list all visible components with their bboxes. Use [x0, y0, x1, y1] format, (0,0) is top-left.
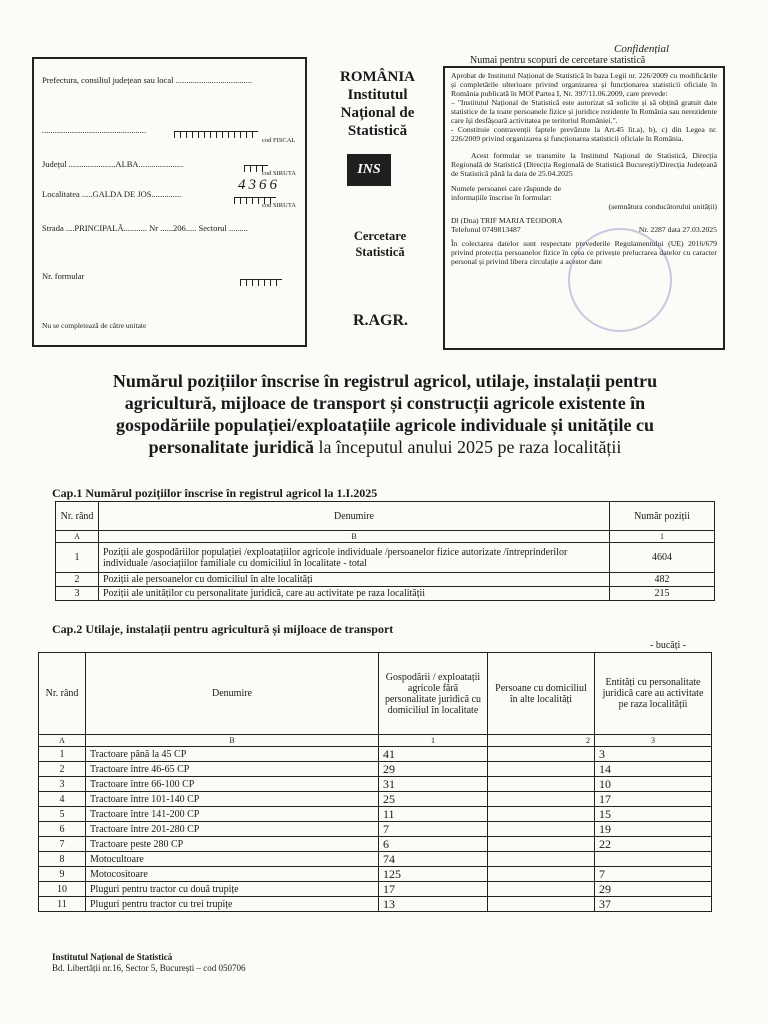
localitate-field: Localitatea .....GALDA DE JOS..............: [42, 189, 182, 199]
cap2-index-3: 3: [595, 735, 712, 747]
confidential-label: Confidențial: [614, 43, 669, 55]
cap1-row-nr: 2: [56, 573, 99, 587]
romania-label: ROMÂNIA: [340, 69, 415, 85]
cap2-cell-c3: 29: [595, 882, 712, 897]
table-row: [39, 822, 712, 837]
cap1-header-nr: Nr. rând: [56, 502, 99, 531]
title-line4-rest: la începutul anului 2025 pe raza localității: [314, 437, 622, 457]
fiscal-dots: .................................................: [42, 125, 147, 135]
table-row: [39, 792, 712, 807]
localitate-siruta-caption: cod SIRUTA: [262, 202, 296, 209]
cap2-header-den: Denumire: [86, 653, 379, 735]
judet-code-boxes: [244, 159, 268, 166]
form-code: R.AGR.: [352, 312, 409, 329]
cap1-row-den: Poziții ale persoanelor cu domiciliul în alte localități: [99, 573, 610, 587]
unit-label: - bucăți -: [650, 640, 687, 651]
table-row: [39, 897, 712, 912]
signature-caption: (semnătura conducătorului unității): [608, 202, 717, 211]
cap2-cell-c2: [488, 897, 595, 912]
fiscal-code-boxes: [174, 125, 258, 132]
cap2-cell-c2: [488, 777, 595, 792]
cap2-heading: Cap.2 Utilaje, instalații pentru agricultură și mijloace de transport: [52, 622, 394, 636]
ins-logo: INS: [347, 154, 391, 186]
table-row: [39, 807, 712, 822]
table-row: [39, 837, 712, 852]
cap2-cell-c3: 7: [595, 867, 712, 882]
cap2-cell-nr: 8: [39, 852, 86, 867]
cap2-cell-den: Motocositoare: [86, 867, 379, 882]
cap2-cell-c1: 41: [379, 747, 488, 762]
cap2-cell-c3: 3: [595, 747, 712, 762]
cap2-cell-den: Tractoare peste 280 CP: [86, 837, 379, 852]
cap2-cell-den: Tractoare între 101-140 CP: [86, 792, 379, 807]
page-title: [45, 370, 725, 458]
footer-address: Bd. Libertății nr.16, Sector 5, București – cod 050706: [52, 963, 246, 973]
cap2-cell-c3: 22: [595, 837, 712, 852]
cap2-cell-c1: 31: [379, 777, 488, 792]
cap2-cell-nr: 6: [39, 822, 86, 837]
gdpr-notice: În colectarea datelor sunt respectate prevederile Regulamentului (UE) 2016/679 privind protecția persoanelor fizice în ceea ce privește prelucrarea datelor cu caracter personal și privind libera circulație a acestor date: [451, 239, 717, 266]
formular-boxes: [240, 273, 282, 280]
cap2-cell-c1: 17: [379, 882, 488, 897]
legal-p1: Aprobat de Institutul Național de Statistică în baza Legii nr. 226/2009 cu modificările și completările ulterioare privind organizarea și funcționarea statisticii oficiale în România publicată în MOf Partea I, Nr. 397/11.06.2009, care prevede:: [451, 71, 717, 98]
localitate-code-boxes: [234, 191, 276, 198]
cap2-cell-c1: 6: [379, 837, 488, 852]
cap2-cell-den: Tractoare între 46-65 CP: [86, 762, 379, 777]
cap2-cell-c3: 17: [595, 792, 712, 807]
legal-p3: - Constituie contravenții faptele prevăzute la Art.45 lit.a), b), c) din Legea nr. 226/2009 privind organizarea și funcționarea statisticii oficiale în România.: [451, 125, 717, 143]
cap2-cell-den: Motocultoare: [86, 852, 379, 867]
cap1-row-val: 4604: [610, 543, 715, 573]
cap1-row-den: Poziții ale unităților cu personalitate juridică, care au activitate pe raza localității: [99, 587, 610, 601]
fiscal-code-caption: cod FISCAL: [262, 137, 296, 144]
cap1-table: [55, 501, 715, 601]
table-row: [39, 852, 712, 867]
cap2-cell-c3: 14: [595, 762, 712, 777]
cap2-index-b: B: [86, 735, 379, 747]
cap2-cell-nr: 3: [39, 777, 86, 792]
footer-institute: Institutul Național de Statistică: [52, 952, 173, 962]
cap2-cell-c1: 13: [379, 897, 488, 912]
legal-p2: – "Institutul Național de Statistică este autorizat să solicite și să obțină gratuit date statistice de la toate persoanele fizice și juridice rezidente în România sau nerezidente care își desfășoară activitatea pe teritoriul României.".: [451, 98, 717, 125]
siruta-value: 4366: [238, 177, 280, 193]
cap2-cell-c1: 7: [379, 822, 488, 837]
cap1-row-den: Poziții ale gospodăriilor populației /exploatațiilor agricole individuale /persoanelor fizice autorizate /întreprinderilor individuale /asociațiilor familiale cu domiciliul în localitate - total: [99, 543, 610, 573]
cap2-cell-c2: [488, 762, 595, 777]
phone: Telefonul 0749813487: [451, 225, 521, 234]
title-line3: gospodăriile populației/exploatațiile agricole individuale și unitățile cu: [115, 415, 655, 435]
table-row: [39, 777, 712, 792]
table-row: [56, 587, 715, 601]
cap2-cell-nr: 11: [39, 897, 86, 912]
identification-box: [32, 57, 307, 347]
cap2-cell-c1: 125: [379, 867, 488, 882]
cap1-row-nr: 3: [56, 587, 99, 601]
cap2-index-2: 2: [488, 735, 595, 747]
cap2-cell-c3: 37: [595, 897, 712, 912]
table-row: [56, 573, 715, 587]
cap2-cell-c1: 74: [379, 852, 488, 867]
cap2-cell-den: Pluguri pentru tractor cu două trupițe: [86, 882, 379, 897]
research-label: [325, 228, 435, 260]
cap1-index-a: A: [56, 531, 99, 543]
cap1-heading: Cap.1 Numărul pozițiilor înscrise în registrul agricol la 1.I.2025: [52, 486, 378, 500]
cap2-cell-c2: [488, 792, 595, 807]
cap2-cell-nr: 2: [39, 762, 86, 777]
cap2-cell-c3: 19: [595, 822, 712, 837]
cap1-row-val: 215: [610, 587, 715, 601]
not-completed-note: Nu se completează de către unitate: [42, 321, 147, 330]
title-line2: agricultură, mijloace de transport și construcții agricole existente în: [124, 393, 646, 413]
table-row: [39, 867, 712, 882]
title-line4: [45, 436, 725, 458]
cap2-cell-nr: 1: [39, 747, 86, 762]
cap2-cell-c1: 25: [379, 792, 488, 807]
table-row: [56, 543, 715, 573]
judet-siruta-caption: cod SIRUTA: [262, 170, 296, 177]
cap2-header-nr: Nr. rând: [39, 653, 86, 735]
cap2-cell-c1: 11: [379, 807, 488, 822]
cap2-cell-c3: [595, 852, 712, 867]
cap1-index-b: B: [99, 531, 610, 543]
prefectura-field: Prefectura, consiliul județean sau local ....................................: [42, 75, 253, 85]
cap2-cell-den: Tractoare între 201-280 CP: [86, 822, 379, 837]
cap2-cell-c2: [488, 867, 595, 882]
strada-field: Strada ....PRINCIPALĂ........... Nr ......206..... Sectorul .........: [42, 223, 249, 233]
cap2-cell-c2: [488, 807, 595, 822]
table-row: [39, 747, 712, 762]
cap2-cell-den: Tractoare între 141-200 CP: [86, 807, 379, 822]
table-row: [39, 762, 712, 777]
cap2-cell-nr: 10: [39, 882, 86, 897]
research-line1: Cercetare: [353, 229, 407, 243]
official-stamp: [568, 228, 672, 332]
cap2-index-1: 1: [379, 735, 488, 747]
cap2-cell-c1: 29: [379, 762, 488, 777]
cap2-cell-nr: 9: [39, 867, 86, 882]
institute-line2: Național de: [340, 105, 415, 121]
respondent-phone-line: [451, 225, 717, 234]
cap2-header-c3: Entități cu personalitate juridică care au activitate pe raza localității: [595, 653, 712, 735]
cap2-cell-den: Pluguri pentru tractor cu trei trupițe: [86, 897, 379, 912]
cap2-cell-c2: [488, 822, 595, 837]
cap2-header-c1: Gospodării / exploatații agricole fără personalitate juridică cu domiciliul în localitate: [379, 653, 488, 735]
cap2-cell-den: Tractoare între 66-100 CP: [86, 777, 379, 792]
legal-p4: Acest formular se transmite la Institutul Național de Statistică, Direcția Regională de Statistică (Direcția Regională de Statistică București)/Direcția Județeană de Statistică până la data de 25.04.2025: [451, 151, 717, 178]
title-line1: Numărul pozițiilor înscrise în registrul agricol, utilaje, instalații pentru: [112, 371, 658, 391]
cap2-index-a: A: [39, 735, 86, 747]
respondent-name: Dl (Dna) TRIF MARIA TEODORA: [451, 216, 563, 225]
cap2-cell-c2: [488, 882, 595, 897]
cap2-cell-nr: 4: [39, 792, 86, 807]
cap1-row-val: 482: [610, 573, 715, 587]
stats-only-label: Numai pentru scopuri de cercetare statistică: [470, 55, 646, 66]
nr-formular-label: Nr. formular: [42, 271, 85, 281]
cap2-cell-nr: 5: [39, 807, 86, 822]
cap1-header-den: Denumire: [99, 502, 610, 531]
cap2-cell-c2: [488, 852, 595, 867]
cap2-header-c2: Persoane cu domiciliul în alte localități: [488, 653, 595, 735]
cap2-cell-c2: [488, 747, 595, 762]
cap2-cell-c2: [488, 837, 595, 852]
cap2-table: [38, 652, 712, 912]
table-row: [39, 882, 712, 897]
cap2-cell-c3: 10: [595, 777, 712, 792]
institute-line1: Institutul: [347, 87, 408, 103]
cap2-cell-den: Tractoare până la 45 CP: [86, 747, 379, 762]
cap1-row-nr: 1: [56, 543, 99, 573]
registration-nr: Nr. 2287 data 27.03.2025: [638, 225, 717, 234]
cap1-index-1: 1: [610, 531, 715, 543]
respondent-label: Numele persoanei care răspunde de informațiile înscrise în formular:: [451, 184, 561, 202]
institute-line3: Statistică: [347, 123, 408, 139]
judet-field: Județul ......................ALBA.....................: [42, 159, 184, 169]
institute-name: [320, 68, 435, 140]
cap2-cell-nr: 7: [39, 837, 86, 852]
cap2-cell-c3: 15: [595, 807, 712, 822]
cap1-header-val: Număr poziții: [610, 502, 715, 531]
title-line4-bold: personalitate juridică: [148, 437, 315, 457]
research-line2: Statistică: [355, 245, 405, 259]
